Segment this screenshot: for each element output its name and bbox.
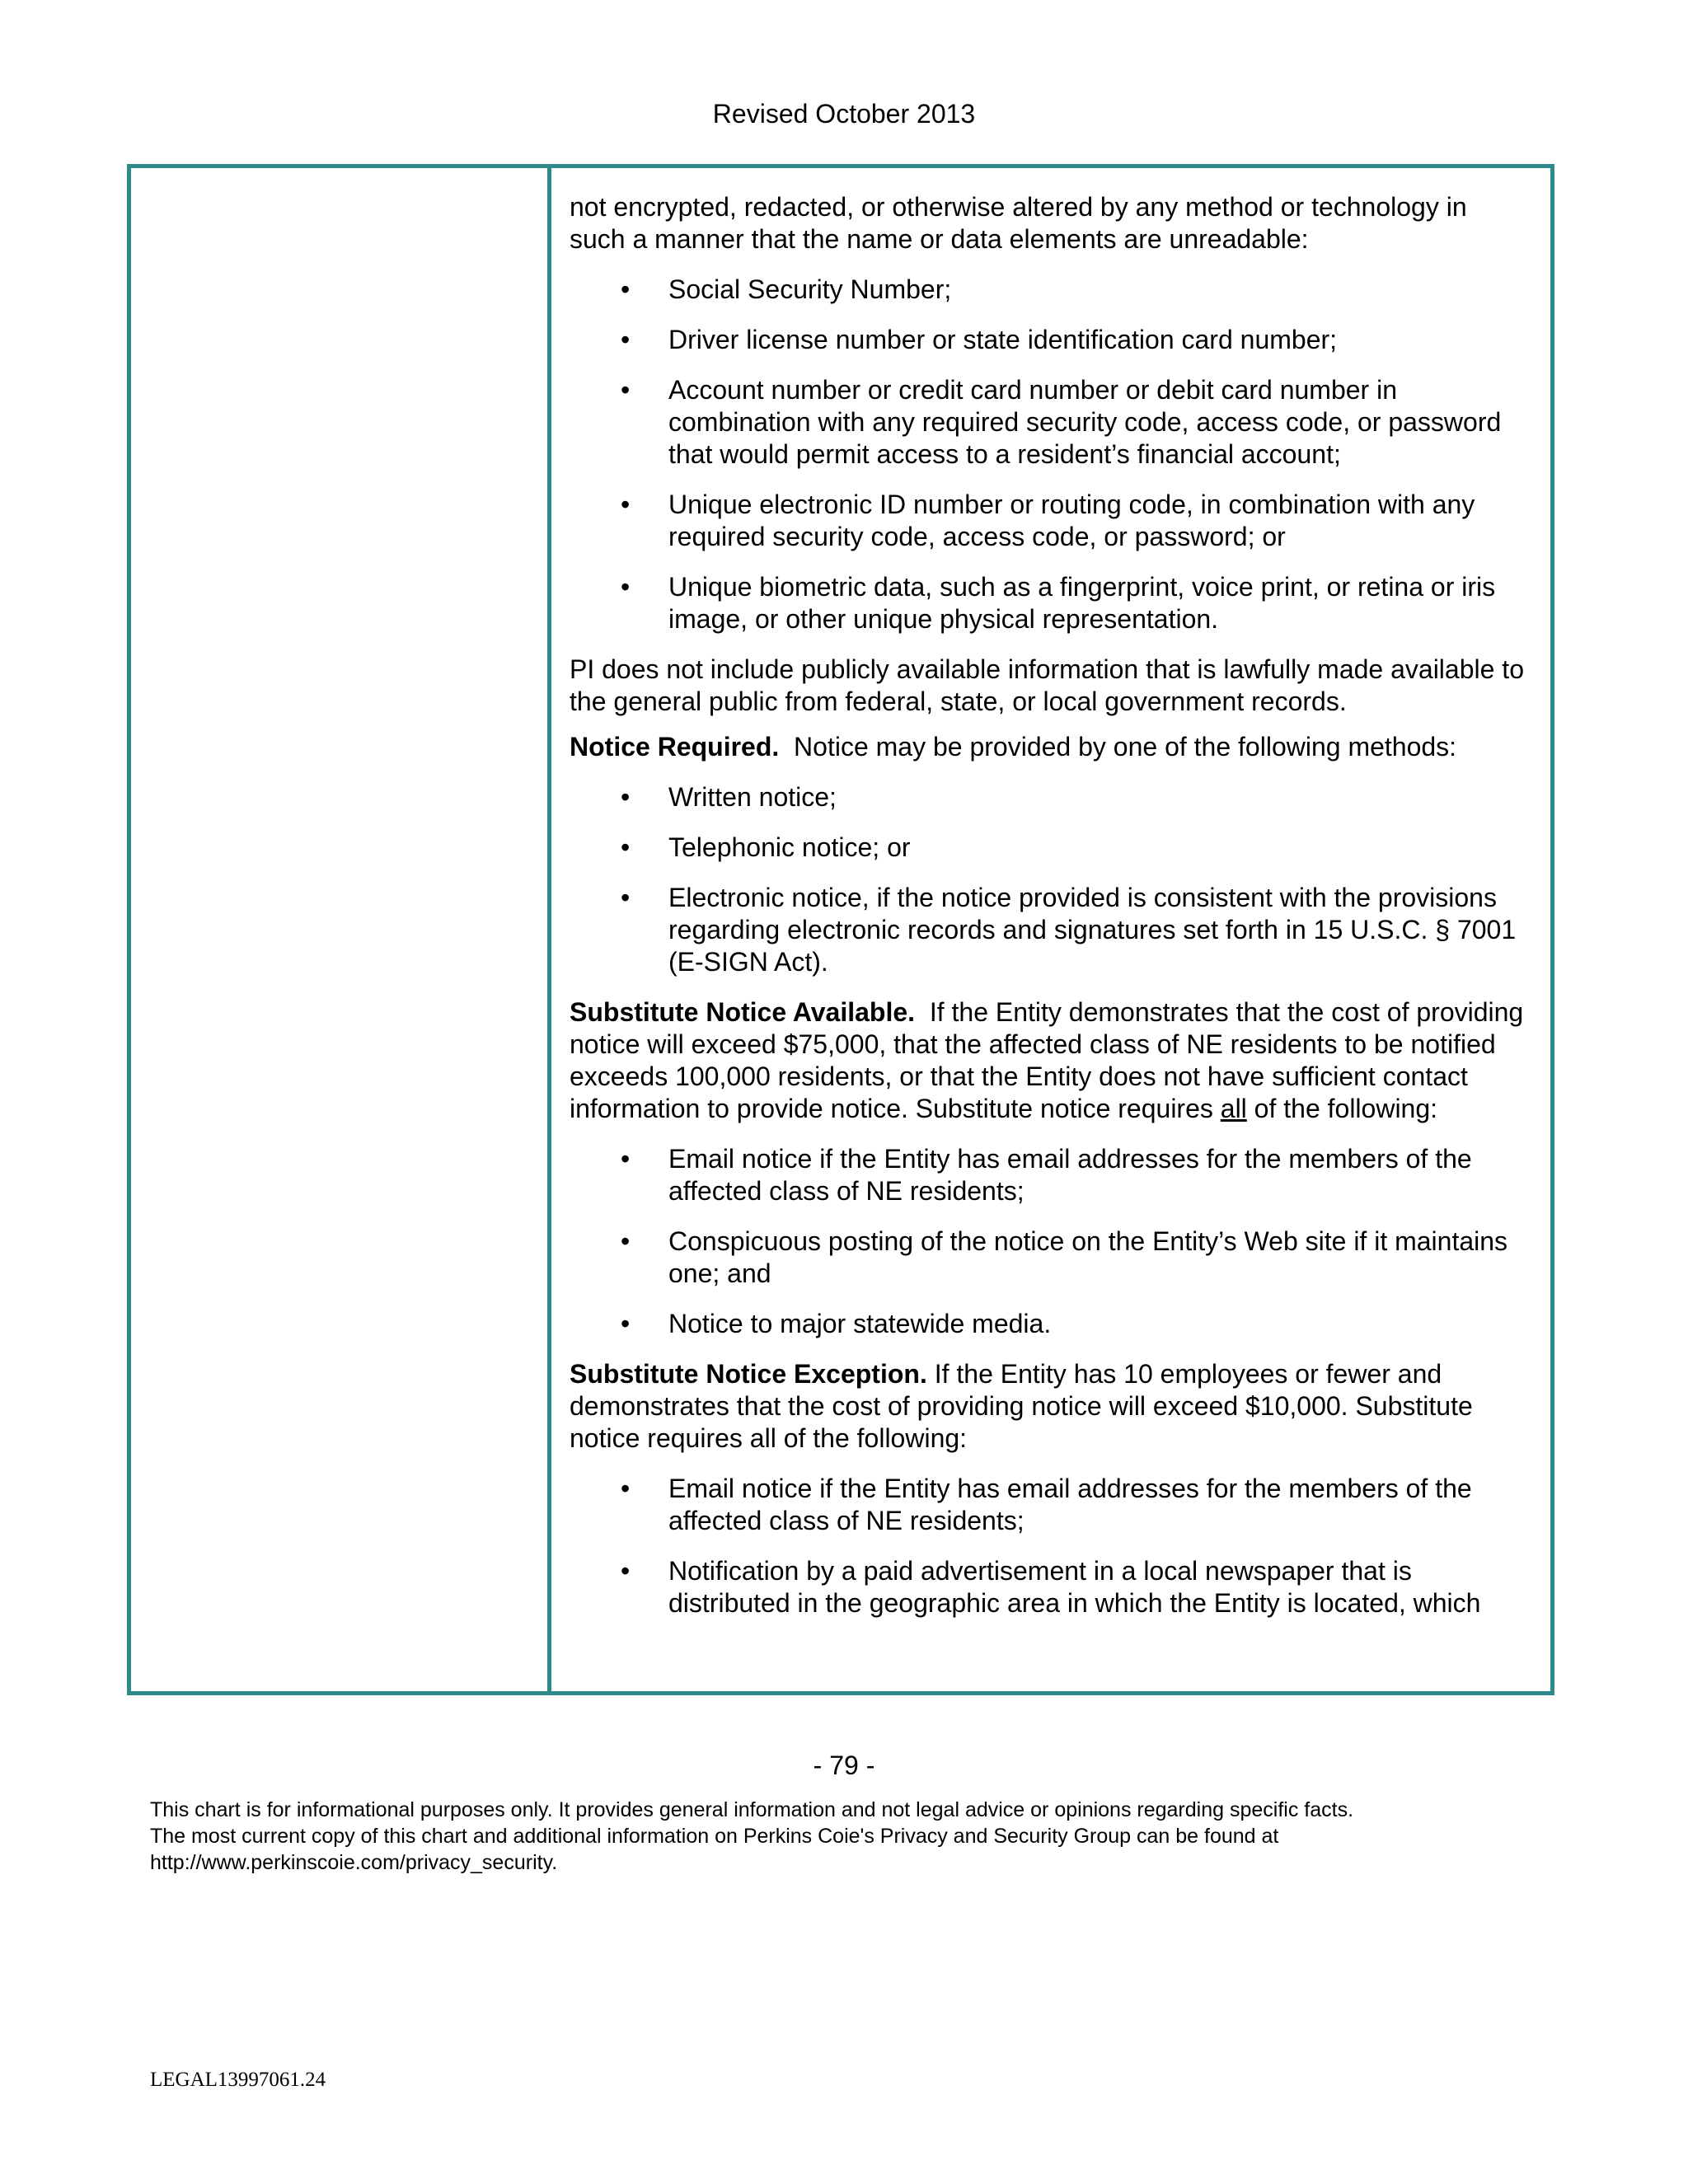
bullet-icon: • (621, 274, 631, 304)
list-item: • Written notice; (621, 782, 837, 812)
document-id: LEGAL13997061.24 (150, 2069, 326, 2091)
pi-exclusion-paragraph: PI does not include publicly available information that is lawfully made available to the general public from federal, state, or local government records. (570, 654, 1524, 716)
bullet-icon: • (621, 1309, 631, 1338)
substitute-available-list (570, 1143, 1524, 1340)
notice-methods-list (570, 781, 1524, 978)
list-item: • Email notice if the Entity has email addresses for the members of the affected class of NE residents; (621, 1474, 1472, 1535)
list-item: • Conspicuous posting of the notice on the Entity’s Web site if it maintains one; and (621, 1226, 1508, 1288)
list-item: • Driver license number or state identification card number; (621, 325, 1338, 354)
notice-required-heading: Notice Required. (570, 732, 780, 762)
list-item: • Telephonic notice; or (621, 832, 911, 862)
notice-required-paragraph: Notice Required. Notice may be provided by one of the following methods: (570, 732, 1457, 762)
substitute-exception-list (570, 1473, 1524, 1619)
bullet-icon: • (621, 782, 631, 812)
disclaimer-line: http://www.perkinscoie.com/privacy_security. (150, 1851, 558, 1874)
bullet-icon: • (621, 572, 631, 602)
bullet-icon: • (621, 1226, 631, 1256)
list-item: • Unique biometric data, such as a fingerprint, voice print, or retina or iris image, or other unique physical representation. (621, 572, 1496, 634)
bullet-icon: • (621, 1144, 631, 1174)
pi-elements-list (570, 274, 1524, 635)
disclaimer-line: The most current copy of this chart and additional information on Perkins Coie's Privacy and Security Group can be found at (150, 1825, 1279, 1848)
list-item: • Notice to major statewide media. (621, 1309, 1052, 1338)
table-right-column (551, 168, 1550, 1691)
bullet-icon: • (621, 490, 631, 519)
bullet-icon: • (621, 325, 631, 354)
table-left-column (131, 168, 551, 1691)
bullet-icon: • (621, 1474, 631, 1503)
bullet-icon: • (621, 375, 631, 405)
substitute-exception-paragraph: Substitute Notice Exception. If the Entity has 10 employees or fewer and demonstrates that the cost of providing notice will exceed $10,000. Substitute notice requires all of the following: (570, 1359, 1473, 1453)
list-item: • Electronic notice, if the notice provided is consistent with the provisions regarding electronic records and signatures set forth in 15 U.S.C. § 7001 (E-SIGN Act). (621, 883, 1517, 977)
substitute-available-heading: Substitute Notice Available. (570, 997, 916, 1027)
bullet-icon: • (621, 832, 631, 862)
content-table (127, 164, 1554, 1695)
disclaimer-line: This chart is for informational purposes only. It provides general information and not legal advice or opinions regarding specific facts. (150, 1798, 1354, 1821)
list-item: • Unique electronic ID number or routing code, in combination with any required security code, access code, or password; or (621, 490, 1475, 551)
list-item: • Email notice if the Entity has email addresses for the members of the affected class of NE residents; (621, 1144, 1472, 1206)
revision-date: Revised October 2013 (712, 99, 976, 129)
bullet-icon: • (621, 883, 631, 912)
page-number: - 79 - (813, 1750, 875, 1780)
disclaimer (150, 1797, 1592, 1876)
bullet-icon: • (621, 1556, 631, 1586)
list-item: • Account number or credit card number or debit card number in combination with any required security code, access code, or password that would permit access to a resident’s financial account; (621, 375, 1502, 469)
list-item: • Notification by a paid advertisement in a local newspaper that is distributed in the geographic area in which the Entity is located, which (621, 1556, 1481, 1618)
substitute-exception-heading: Substitute Notice Exception. (570, 1359, 927, 1389)
intro-paragraph: not encrypted, redacted, or otherwise altered by any method or technology in such a manner that the name or data elements are unreadable: (570, 192, 1467, 254)
list-item: • Social Security Number; (621, 274, 952, 304)
substitute-available-paragraph: Substitute Notice Available. If the Entity demonstrates that the cost of providing notice will exceed $75,000, that the affected class of NE residents to be notified exceeds 100,000 residents, or that the Entity does not have sufficient contact information to provide notice. Substitute notice requires all of the following: (570, 997, 1524, 1123)
